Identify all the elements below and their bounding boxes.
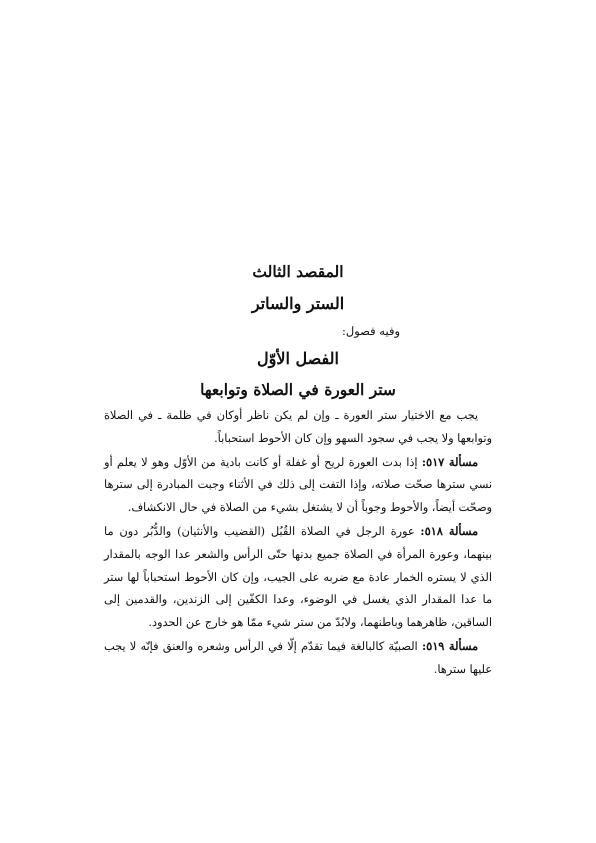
section-subheading: الستر والساتر xyxy=(251,294,345,313)
section-heading: المقصد الثالث xyxy=(252,262,344,281)
chapter-heading: الفصل الأوّل xyxy=(257,349,339,368)
paragraph-text: عورة الرجل في الصلاة القُبُل (القضيب والأنثيان) والدُّبُر دون ما بينهما، وعورة المرأة في الصلاة جميع بدنها حتّى الرأس والشعر عدا الوجه بالمقدار الذي لا يستره الخمار عادة مع ضربه على الجيب، وإن كان الأحوط استحباباً لها ستر ما عدا المقدار الذي يغسل في الوضوء، وعدا الكفّين إلى الزندين، والقدمين إلى الساقين، ظاهرهما وباطنهما، ولابُدّ من ستر شيء ممّا هو خارج عن الحدود. xyxy=(104,524,492,630)
issue-label: مسألة ٥١٩: xyxy=(421,638,478,653)
paragraph-text: إذا بدت العورة لريح أو غفلة أو كانت بادية من الأوّل وهو لا يعلم أو نسي سترها صحّت صلاته، وإذا التفت إلى ذلك في الأثناء وجبت المبادرة إلى سترها وصحّت أيضاً، والأحوط وجوباً أن لا يشتغل بشيء من الصلاة في حال الانكشاف. xyxy=(104,455,492,515)
paragraph-text: يجب مع الاختيار ستر العورة ـ وإن لم يكن ناظر أوكان في ظلمة ـ في الصلاة وتوابعها ولا يجب في سجود السهو وإن كان الأحوط استحباباً. xyxy=(104,409,492,445)
issue-label: مسألة ٥١٧: xyxy=(421,454,478,469)
topic-heading: ستر العورة في الصلاة وتوابعها xyxy=(200,380,396,399)
paragraph-text: الصبيّة كالبالغة فيما تقدّم إلّا في الرأس وشعره والعنق فإنّه لا يجب عليها سترها. xyxy=(104,639,492,676)
paragraph xyxy=(104,635,492,682)
intro-line: وفيه فصول: xyxy=(342,324,400,338)
paragraph xyxy=(104,405,492,451)
issue-label: مسألة ٥١٨: xyxy=(420,523,478,538)
paragraph xyxy=(104,520,492,635)
body-text xyxy=(104,405,492,682)
paragraph xyxy=(104,451,492,520)
